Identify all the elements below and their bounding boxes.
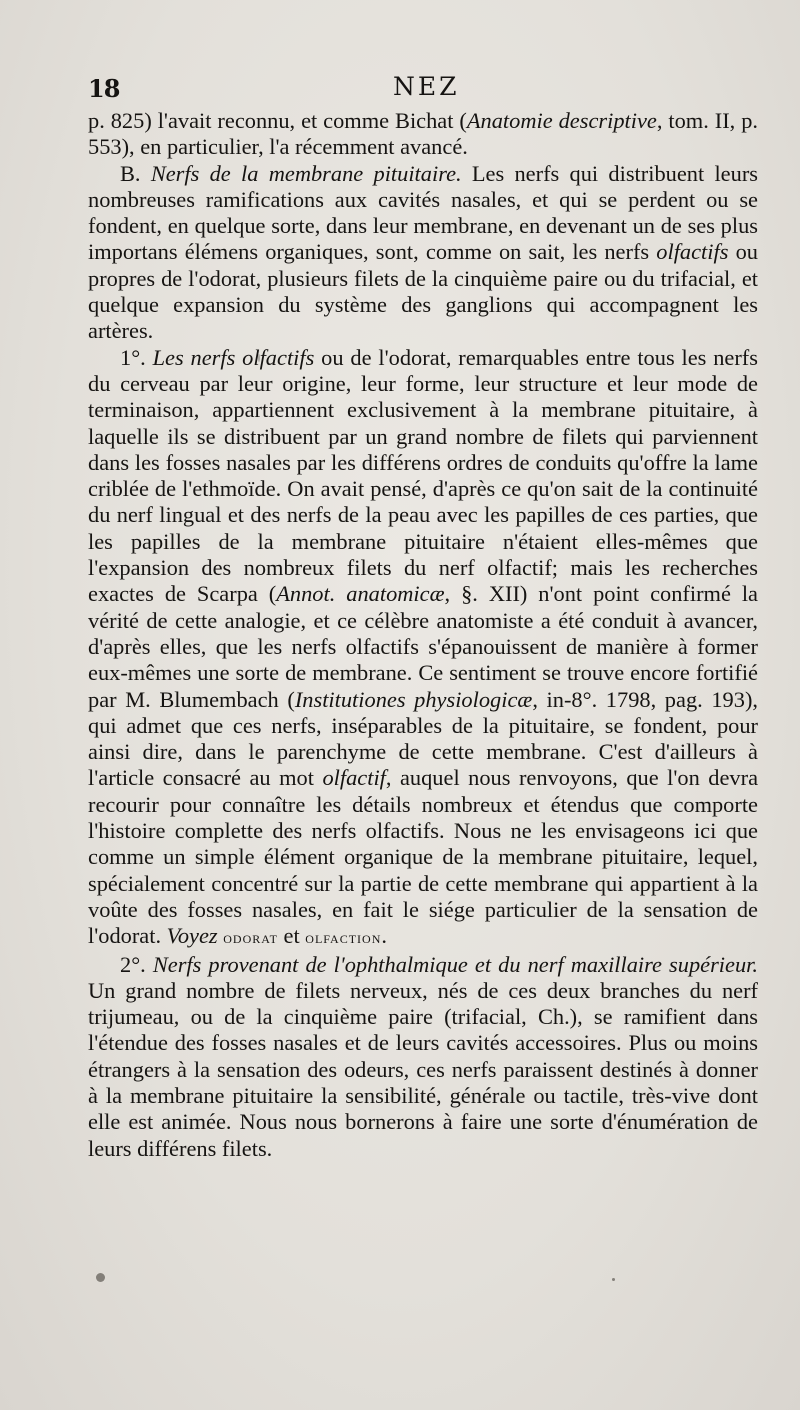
text-run: ou de l'odorat, remarquables entre tous les nerfs du cerveau par leur origine, leur forme, leur structure et leur mode de terminaison, appartiennent exclusivement à la membrane pituitaire, à laquelle ils se distribuent par un grand nombre de filets qui parviennent dans les fosses nasales par les différens ordres de conduits qu'offre la lame criblée de l'ethmoïde. On avait pensé, d'après ce qu'on sait de la continuité du nerf lingual et des nerfs de la peau avec les papilles de ces parties, que les papilles de la membrane pituitaire n'étaient elles-mêmes que l'expansion des nombreux filets du nerf olfactif; mais les recherches exactes de Scarpa ( <box>88 344 758 607</box>
text-run: 1°. <box>120 344 153 370</box>
text-run: p. 825) l'avait reconnu, et comme Bichat ( <box>88 108 467 133</box>
small-caps-text: olfaction <box>305 928 382 948</box>
italic-text: olfactif <box>322 765 386 791</box>
italic-text: Nerfs provenant de l'ophthalmique et du nerf maxillaire supérieur. <box>152 951 758 977</box>
text-run: 2°. <box>120 951 153 977</box>
page-header <box>88 74 768 108</box>
text-run: , tom. II, p. 553), en particulier, l'a récemment avancé. <box>88 108 758 160</box>
italic-text: Institutiones physiologicæ <box>294 686 533 712</box>
text-run: Les nerfs qui distribuent leurs nombreuses ramifications aux cavités nasales, et qui se perdent ou se fondent, en quelque sorte, dans leur membrane, en devenant un de ses plus importans élémens organiques, sont, comme on sait, les nerfs <box>88 160 758 265</box>
page-number: 18 <box>88 74 120 103</box>
italic-text: Annot. anatomicæ <box>276 581 445 607</box>
body-text <box>88 108 758 1162</box>
italic-text: Les nerfs olfactifs <box>152 344 315 370</box>
text-run: et <box>277 923 306 949</box>
text-run: Un grand nombre de filets nerveux, nés de ces deux branches du nerf trijumeau, ou de la cinquième paire (trifacial, Ch.), se ramifient dans l'étendue des fosses nasales et de leurs cavités accessoires. Plus ou moins étrangers à la sensation des odeurs, ces nerfs paraissent destinés à donner à la membrane pituitaire la sensibilité, générale ou tactile, très-vive dont elle est animée. Nous nous bornerons à faire une sorte d'énumération de leurs différens filets. <box>88 977 758 1161</box>
text-run: , auquel nous renvoyons, que l'on devra recourir pour connaître les détails nombreux et étendus que comporte l'histoire complette des nerfs olfactifs. Nous ne les envisageons ici que comme un simple élément organique de la membrane pituitaire, lequel, spécialement concentré sur la partie de cette membrane qui appartient à la voûte des fosses nasales, en fait le siége particulier de la sensation de l'odorat. <box>88 765 759 949</box>
paragraph-nerfs-olfactifs <box>88 345 758 952</box>
running-head: NEZ <box>393 72 460 101</box>
italic-text: Anatomie descriptive <box>466 108 657 133</box>
paragraph-nerfs-ophthalmique <box>88 952 758 1162</box>
text-run: B. <box>120 160 151 186</box>
small-caps-text: odorat <box>223 928 278 948</box>
italic-text: Voyez <box>166 923 218 949</box>
paragraph-continuation <box>88 108 758 161</box>
text-run: , §. XII) n'ont point confirmé la vérité de cette analogie, et ce célèbre anatomiste a été conduit à avancer, d'après elles, que les nerfs olfactifs s'épanouissent de manière à former eux-mêmes une sorte de membrane. Ce sentiment se trouve encore fortifié par M. Blumembach ( <box>88 581 758 712</box>
paragraph-nerfs-membrane <box>88 161 758 345</box>
ink-spot <box>612 1278 615 1281</box>
text-run: , in-8°. 1798, pag. 193), qui admet que ces nerfs, inséparables de la pituitaire, se fondent, pour ainsi dire, dans le parenchyme de cette membrane. C'est d'ailleurs à l'article consacré au mot <box>88 686 758 791</box>
ink-spot <box>258 354 260 362</box>
ink-spot <box>96 1273 105 1282</box>
italic-text: olfactifs <box>656 239 729 265</box>
text-run: ou propres de l'odorat, plusieurs filets de la cinquième paire ou du trifacial, et quelque expansion du système des ganglions qui accompagnent les artères. <box>88 239 758 344</box>
italic-text: Nerfs de la membrane pituitaire. <box>150 160 462 186</box>
text-run: . <box>381 923 387 949</box>
